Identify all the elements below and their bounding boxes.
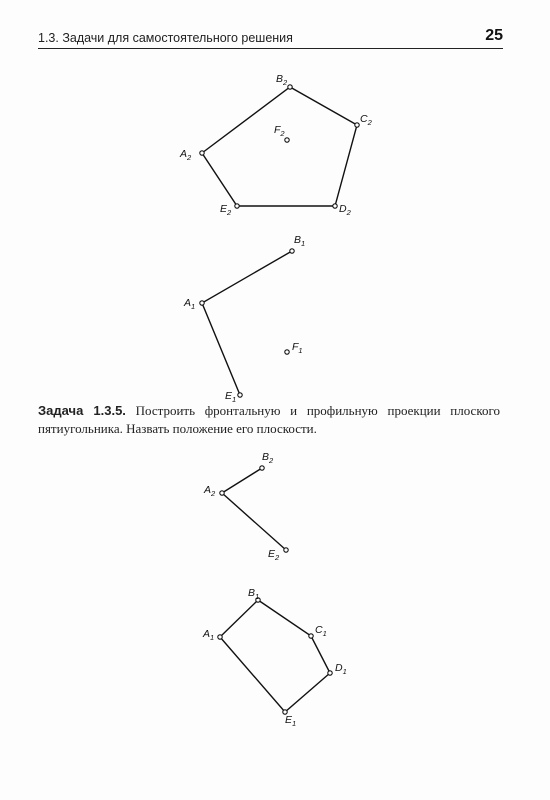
pentagon-horizontal-projection xyxy=(183,234,305,404)
point-marker xyxy=(235,204,239,208)
label-E2: $E_2$ xyxy=(220,203,232,217)
pentagon-outline xyxy=(220,600,330,712)
label-A2: $A_2$ xyxy=(204,484,216,498)
label-E1: $E_1$ xyxy=(285,714,297,728)
point-marker xyxy=(200,301,204,305)
label-A1: $A_1$ xyxy=(184,297,196,311)
label-B1: $B_1$ xyxy=(294,234,306,248)
label-C1: $C_1$ xyxy=(315,624,327,638)
pentagon-outline xyxy=(202,87,357,206)
label-F2: $F_2$ xyxy=(274,124,285,138)
label-D1: $D_1$ xyxy=(335,662,347,676)
pentagon-frontal-projection xyxy=(179,73,373,217)
point-marker xyxy=(328,671,332,675)
point-marker xyxy=(218,635,222,639)
label-A2: $A_2$ xyxy=(180,148,192,162)
point-marker xyxy=(288,85,292,89)
label-E1: $E_1$ xyxy=(225,390,237,404)
task-frontal-projection xyxy=(203,451,288,562)
point-marker xyxy=(238,393,242,397)
task-horizontal-projection xyxy=(202,587,347,728)
label-A1: $A_1$ xyxy=(203,628,215,642)
point-marker xyxy=(333,204,337,208)
label-B2: $B_2$ xyxy=(276,73,288,87)
point-marker xyxy=(309,634,313,638)
edge-lines xyxy=(202,251,292,395)
point-marker xyxy=(285,350,289,354)
point-marker xyxy=(290,249,294,253)
page-number: 25 xyxy=(485,27,503,44)
task-number: Задача 1.3.5. xyxy=(38,403,126,418)
task-description: Построить фронтальную и профильную проекции плоского пятиугольника. Назвать положение его плоскости. xyxy=(38,403,500,436)
label-D2: $D_2$ xyxy=(339,203,351,217)
point-marker xyxy=(220,491,224,495)
label-C2: $C_2$ xyxy=(360,113,372,127)
section-title: 1.3. Задачи для самостоятельного решения xyxy=(38,31,293,45)
edge-lines xyxy=(222,468,286,550)
task-statement xyxy=(38,402,500,438)
point-marker xyxy=(284,548,288,552)
point-marker xyxy=(260,466,264,470)
label-B1: $B_1$ xyxy=(248,587,260,601)
point-marker xyxy=(200,151,204,155)
point-marker xyxy=(355,123,359,127)
label-F1: $F_1$ xyxy=(292,341,303,355)
label-B2: $B_2$ xyxy=(262,451,274,465)
point-marker xyxy=(285,138,289,142)
label-E2: $E_2$ xyxy=(268,548,280,562)
